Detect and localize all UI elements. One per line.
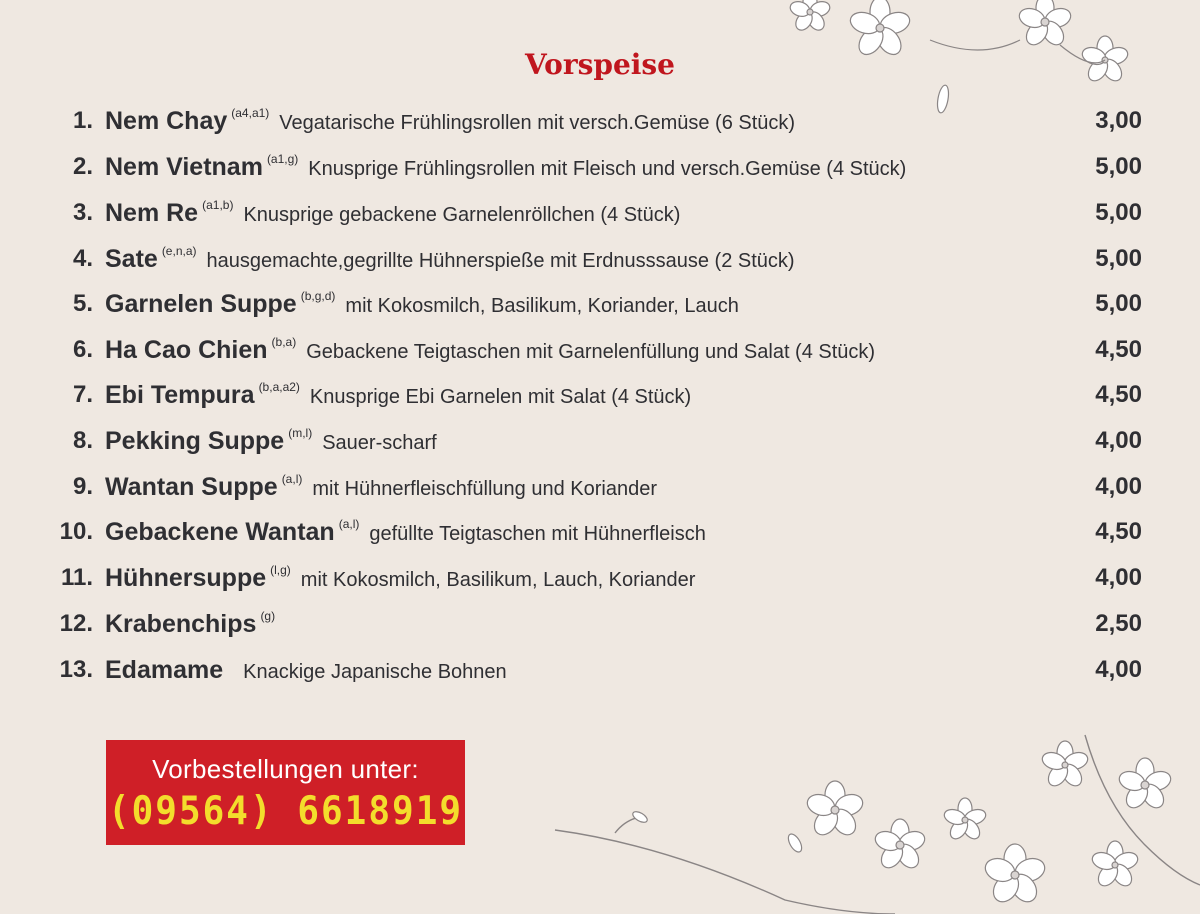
- item-number: 5.: [72, 290, 93, 317]
- item-line: [105, 336, 875, 365]
- item-name: Edamame: [105, 655, 224, 684]
- cherry-blossom-icon: [942, 798, 987, 842]
- preorder-box: [106, 740, 465, 845]
- item-allergens: (b,a): [271, 334, 297, 349]
- item-line: [105, 199, 680, 228]
- menu-item: [0, 144, 1200, 190]
- item-line: [105, 473, 657, 502]
- item-price: 4,00: [1095, 564, 1142, 591]
- item-line: [105, 656, 507, 685]
- item-price: 4,00: [1095, 473, 1142, 500]
- item-name: Ebi Tempura: [105, 380, 255, 409]
- item-name: Wantan Suppe: [105, 472, 278, 501]
- item-number: 12.: [59, 610, 93, 637]
- item-description: Gebackene Teigtaschen mit Garnelenfüllung und Salat (4 Stück): [306, 340, 876, 363]
- item-allergens: (a1,g): [266, 151, 299, 166]
- item-price: 2,50: [1095, 610, 1142, 637]
- menu-item: [0, 372, 1200, 418]
- cherry-blossom-icon: [1040, 741, 1090, 789]
- item-name: Nem Chay: [105, 106, 228, 135]
- item-number: 9.: [72, 473, 93, 500]
- item-line: [105, 245, 795, 274]
- cherry-blossom-icon: [1090, 841, 1140, 889]
- item-allergens: (a1,b): [202, 197, 234, 212]
- item-line: [105, 427, 437, 456]
- menu-item: [0, 601, 1200, 647]
- item-price: 5,00: [1095, 199, 1142, 226]
- menu-item: [0, 418, 1200, 464]
- menu-item: [0, 327, 1200, 373]
- menu-item: [0, 509, 1200, 555]
- item-name: Ha Cao Chien: [105, 335, 268, 364]
- item-allergens: (a,l): [338, 516, 360, 531]
- item-allergens: (b,g,d): [300, 288, 336, 303]
- item-allergens: (g): [260, 608, 276, 623]
- item-allergens: (a,l): [281, 471, 303, 486]
- item-price: 4,50: [1095, 518, 1142, 545]
- menu-item: [0, 555, 1200, 601]
- item-description: mit Hühnerfleischfüllung und Koriander: [312, 477, 657, 500]
- menu-item: [0, 236, 1200, 282]
- menu-item: [0, 464, 1200, 510]
- item-description: hausgemachte,gegrillte Hühnerspieße mit Erdnusssause (2 Stück): [206, 249, 795, 272]
- item-name: Sate: [105, 244, 158, 273]
- item-price: 4,50: [1095, 336, 1142, 363]
- item-allergens: (e,n,a): [161, 243, 197, 258]
- blossom-decoration-bottom: [545, 725, 1200, 914]
- item-line: [105, 518, 706, 547]
- item-name: Krabenchips: [105, 609, 257, 638]
- cherry-blossom-icon: [982, 844, 1047, 907]
- item-number: 8.: [72, 427, 93, 454]
- item-number: 13.: [59, 656, 93, 683]
- item-price: 5,00: [1095, 245, 1142, 272]
- item-description: gefüllte Teigtaschen mit Hühnerfleisch: [369, 522, 706, 545]
- item-number: 6.: [72, 336, 93, 363]
- menu-item: [0, 281, 1200, 327]
- item-line: [105, 290, 739, 319]
- menu-item: [0, 647, 1200, 693]
- item-name: Nem Vietnam: [105, 152, 263, 181]
- item-description: Sauer-scharf: [322, 431, 437, 454]
- item-name: Hühnersuppe: [105, 563, 267, 592]
- item-line: [105, 107, 795, 136]
- item-name: Garnelen Suppe: [105, 289, 297, 318]
- item-allergens: (m,l): [288, 425, 313, 440]
- item-price: 4,50: [1095, 381, 1142, 408]
- cherry-blossom-icon: [873, 819, 927, 872]
- item-price: 4,00: [1095, 656, 1142, 683]
- item-price: 3,00: [1095, 107, 1142, 134]
- menu-item: [0, 190, 1200, 236]
- item-description: Knusprige Frühlingsrollen mit Fleisch und versch.Gemüse (4 Stück): [308, 157, 907, 180]
- item-description: Knusprige Ebi Garnelen mit Salat (4 Stück): [309, 385, 692, 408]
- item-price: 5,00: [1095, 153, 1142, 180]
- item-description: mit Kokosmilch, Basilikum, Koriander, Lauch: [345, 294, 739, 317]
- preorder-label: Vorbestellungen unter:: [152, 754, 419, 784]
- item-allergens: (b,a,a2): [258, 379, 300, 394]
- item-number: 1.: [72, 107, 93, 134]
- item-description: Knackige Japanische Bohnen: [243, 660, 507, 683]
- item-description: mit Kokosmilch, Basilikum, Lauch, Koriander: [300, 568, 696, 591]
- item-description: Knusprige gebackene Garnelenröllchen (4 Stück): [243, 203, 681, 226]
- item-price: 4,00: [1095, 427, 1142, 454]
- item-number: 7.: [72, 381, 93, 408]
- item-line: [105, 610, 285, 639]
- cherry-blossom-icon: [1017, 0, 1073, 49]
- item-name: Pekking Suppe: [105, 426, 285, 455]
- item-number: 11.: [60, 564, 93, 591]
- item-name: Gebackene Wantan: [105, 517, 335, 546]
- item-number: 10.: [59, 518, 93, 545]
- item-description: Vegatarische Frühlingsrollen mit versch.Gemüse (6 Stück): [279, 111, 796, 134]
- item-price: 5,00: [1095, 290, 1142, 317]
- item-number: 3.: [72, 199, 93, 226]
- cherry-blossom-icon: [1117, 758, 1173, 812]
- preorder-phone[interactable]: (09564) 6618919: [107, 788, 464, 835]
- item-number: 2.: [72, 153, 93, 180]
- cherry-blossom-icon: [788, 0, 831, 33]
- item-number: 4.: [72, 245, 93, 272]
- cherry-blossom-icon: [805, 781, 866, 839]
- item-line: [105, 153, 906, 182]
- section-title: Vorspeise: [525, 48, 675, 81]
- item-line: [105, 381, 691, 410]
- item-allergens: (a4,a1): [231, 105, 270, 120]
- item-line: [105, 564, 695, 593]
- item-allergens: (l,g): [270, 562, 291, 577]
- menu-item: [0, 98, 1200, 144]
- item-name: Nem Re: [105, 198, 199, 227]
